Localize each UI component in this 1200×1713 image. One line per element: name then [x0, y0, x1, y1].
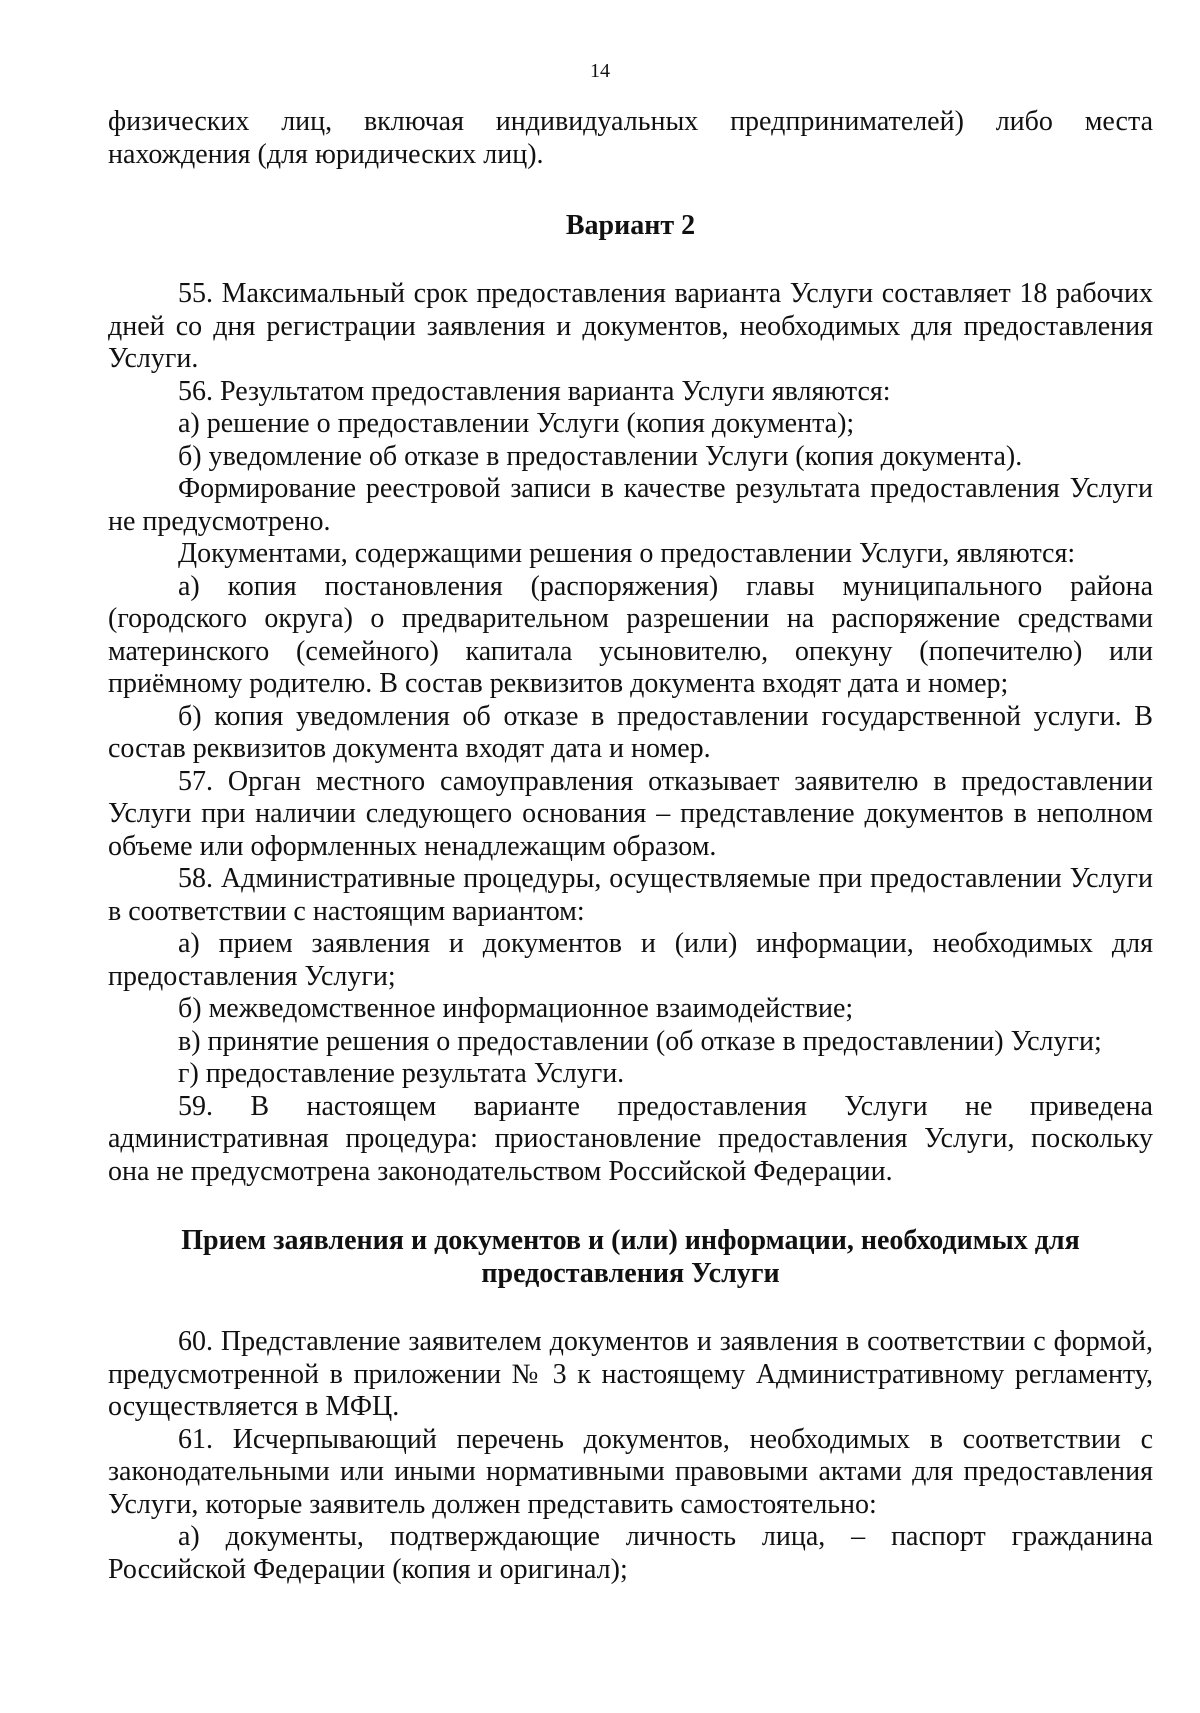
paragraph: г) предоставление результата Услуги.	[178, 1058, 625, 1089]
paragraph: а) прием заявления и документов и (или) информации, необходимых для предоставления Услуги;	[108, 928, 1153, 992]
paragraph: 60. Представление заявителем документов и заявления в соответствии с формой, предусмотренной в приложении № 3 к настоящему Административному регламенту, осуществляется в МФЦ.	[108, 1326, 1153, 1422]
paragraph: 57. Орган местного самоуправления отказывает заявителю в предоставлении Услуги при наличии следующего основания – представление документов в неполном объеме или оформленных ненадлежащим образом.	[108, 765, 1153, 862]
paragraph: б) межведомственное информационное взаимодействие;	[178, 993, 854, 1024]
paragraph: 59. В настоящем варианте предоставления Услуги не приведена административная процедура: приостановление предоставления Услуги, поскольку она не предусмотрена законодательством Российской Федерации.	[108, 1090, 1153, 1187]
section-heading: Вариант 2	[565, 210, 696, 241]
section-heading: Прием заявления и документов и (или) информации, необходимых для предоставления Услуги	[181, 1225, 1080, 1289]
page-number: 14	[590, 60, 610, 82]
paragraph: 55. Максимальный срок предоставления варианта Услуги составляет 18 рабочих дней со дня регистрации заявления и документов, необходимых для предоставления Услуги.	[108, 278, 1153, 374]
paragraph: а) копия постановления (распоряжения) главы муниципального района (городского округа) о предварительном разрешении на распоряжение средствами материнского (семейного) капитала усыновителю, опекуну (попечителю) или приёмному родителю. В состав реквизитов документа входят дата и номер;	[108, 570, 1153, 699]
paragraph: Документами, содержащими решения о предоставлении Услуги, являются:	[178, 538, 1076, 569]
paragraph: физических лиц, включая индивидуальных предпринимателей) либо места нахождения (для юридических лиц).	[108, 106, 1153, 170]
paragraph: б) копия уведомления об отказе в предоставлении государственной услуги. В состав реквизитов документа входят дата и номер.	[108, 700, 1153, 764]
paragraph: 56. Результатом предоставления варианта Услуги являются:	[178, 375, 891, 407]
paragraph: 58. Административные процедуры, осуществляемые при предоставлении Услуги в соответствии с настоящим вариантом:	[108, 863, 1153, 927]
document-body	[108, 106, 1153, 1586]
paragraph: в) принятие решения о предоставлении (об отказе в предоставлении) Услуги;	[178, 1025, 1102, 1057]
paragraph: Формирование реестровой записи в качестве результата предоставления Услуги не предусмотрено.	[108, 473, 1153, 537]
paragraph: а) решение о предоставлении Услуги (копия документа);	[178, 408, 855, 439]
paragraph: б) уведомление об отказе в предоставлении Услуги (копия документа).	[178, 440, 1023, 472]
paragraph: а) документы, подтверждающие личность лица, – паспорт гражданина Российской Федерации (копия и оригинал);	[108, 1521, 1153, 1585]
paragraph: 61. Исчерпывающий перечень документов, необходимых в соответствии с законодательными или иными нормативными правовыми актами для предоставления Услуги, которые заявитель должен представить самостоятельно:	[108, 1423, 1153, 1520]
